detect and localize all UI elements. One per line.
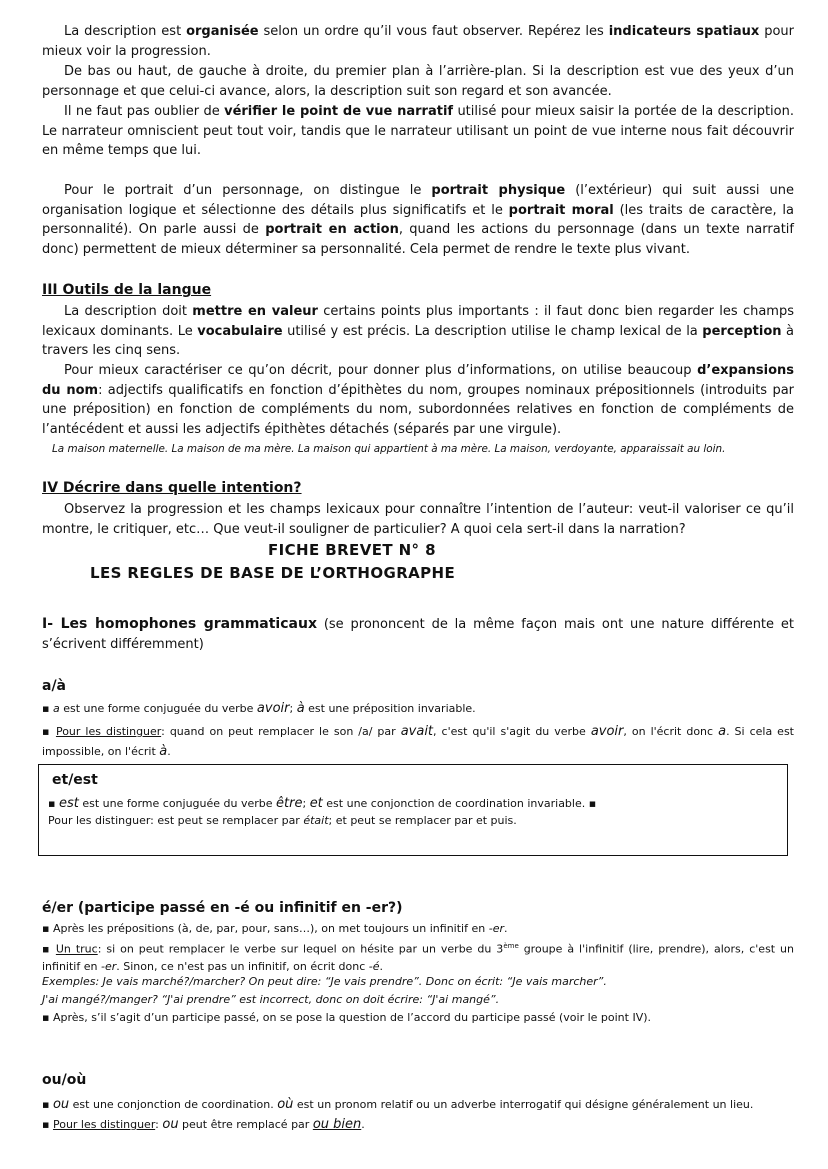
text: . [361,1118,365,1131]
er-rule-prepositions [42,920,794,937]
text: La description doit [64,304,193,319]
keyword: avoir [256,701,290,716]
text: : adjectifs qualificatifs en fonction d’épithètes du nom, groupes nominaux prépositionnels (introduits par une préposition) en fonction de compléments du nom, subordonnées relatives en fonction de compléments de l’antécédent et aussi les adjectifs épithètes détachés (séparés par une virgule). [42,382,795,437]
fiche-title: FICHE BREVET N° 8 [268,541,436,559]
text: pour mieux voir la progression. [42,24,795,59]
keyword: à [296,701,305,716]
text: Après les prépositions (à, de, par, pour, sans…), on met toujours un infinitif en [49,922,489,935]
mise-en-valeur-paragraph [42,302,794,361]
text: ; [289,702,297,715]
text: , c'est qu'il s'agit du verbe [433,725,591,738]
text: peut être remplacé par [178,1118,313,1131]
text: ; et peut se remplacer par et puis. [328,814,517,827]
ou-definition [42,1096,794,1113]
text: . [167,745,171,758]
text: : [155,1118,163,1131]
keyword: -é [368,960,380,974]
text: Pour mieux caractériser ce qu’on décrit, pour donner plus d’informations, on utilise beaucoup [64,363,698,378]
bullet: ▪ [42,942,51,956]
keyword: ou [52,1097,70,1112]
bold-term: portrait en action [265,222,399,238]
superscript: ème [503,942,519,950]
example-line: La maison maternelle. La maison de ma mère. La maison qui appartient à ma mère. La maison, verdoyante, apparaissait au loin. [52,443,726,455]
text: : si on peut remplacer le verbe sur lequel on hésite par un verbe du 3 [97,942,504,956]
text: utilisé pour mieux saisir la portée de la description. Le narrateur omniscient peut tout voir, tandis que le narrateur utilisant un point de vue interne nous fait découvrir en même temps que lui. [42,104,794,159]
text: Il ne faut pas oublier de [64,104,225,119]
text: est une forme conjuguée du verbe [59,702,257,715]
keyword: être [276,796,303,811]
et-est-text [48,795,608,829]
point-de-vue-paragraph [42,102,794,161]
bold-term: vocabulaire [197,323,283,339]
keyword: ou bien [312,1117,362,1132]
text: (l’extérieur) qui suit aussi une organisation logique et sélectionne des détails plus significatifs et le [42,183,794,218]
direction-paragraph [42,62,794,101]
underlined-label: Pour les distinguer [52,1118,156,1131]
text: est une forme conjuguée du verbe [78,797,277,810]
expansions-paragraph [42,361,794,439]
text: . [379,960,384,974]
bullet: ▪ [42,922,50,935]
section-title-homophones: I- Les homophones grammaticaux [42,616,317,632]
text: est une préposition invariable. [304,702,476,715]
keyword: -er [100,960,117,974]
section-title-outils: III Outils de la langue [42,282,212,298]
er-example-2: J'ai mangé?/manger? “J'ai prendre” est incorrect, donc on doit écrire: “J'ai mangé”. [42,993,500,1006]
text: certains points plus importants : il faut donc bien regarder les champs lexicaux dominants. Le [42,304,794,339]
text: De bas ou haut, de gauche à droite, du premier plan à l’arrière-plan. Si la description est vue des yeux d’un personnage et que celui-ci avance, alors, la description suit son regard et son avancée. [42,64,794,99]
text: Après, s’il s’agit d’un participe passé, on se pose la question de l’accord du participe passé (voir le point IV). [49,1011,652,1024]
heading-ou: ou/où [42,1072,87,1088]
keyword: a [718,724,727,739]
organisation-paragraph [42,22,794,61]
bullet: ▪ [42,1118,50,1131]
keyword: est [58,796,79,811]
text: La description est [64,24,187,39]
bullet: ▪ [42,1098,50,1111]
er-rule-accord [42,1009,794,1026]
text: ; [302,797,310,810]
text: selon un ordre qu’il vous faut observer. Repérez les [258,24,609,39]
a-distinguish [42,722,794,762]
er-rule-truc [42,938,794,975]
underlined-label: Un truc [55,942,98,956]
homophones-intro [42,615,794,654]
text: groupe à l'infinitif (lire, prendre), alors, c'est un infinitif en [42,942,795,974]
bold-term: perception [702,323,782,339]
text: est une conjonction de coordination invariable. [322,797,589,810]
keyword: a [52,702,60,715]
text: : quand on peut remplacer le son /a/ par [161,725,401,738]
bold-term: indicateurs spatiaux [608,24,760,39]
bold-term: portrait moral [508,202,614,218]
keyword: ou [162,1117,179,1132]
text: Pour le portrait d’un personnage, on distingue le [64,183,432,198]
bullet: ▪ [42,725,51,738]
underlined-label: Pour les distinguer [55,725,162,738]
text: . Sinon, ce n'est pas un infinitif, on écrit donc [116,960,369,974]
keyword: avait [400,724,434,739]
text: . [503,922,508,935]
portrait-paragraph [42,181,794,259]
fiche-subtitle: LES REGLES DE BASE DE L’ORTHOGRAPHE [90,564,456,582]
text: . Si cela est impossible, on l'écrit [42,725,794,758]
bold-term: organisée [186,24,259,39]
text: Pour les distinguer: est peut se remplacer par [48,814,304,827]
text: (se prononcent de la même façon mais ont une nature différente et s’écrivent différemment) [42,617,794,652]
bold-term: vérifier le point de vue narratif [224,104,454,119]
bullet: ▪ [588,797,597,810]
bullet: ▪ [48,797,56,810]
heading-a: a/à [42,678,67,694]
text: (les traits de caractère, la personnalité). On parle aussi de [42,202,794,238]
section-title-intention: IV Décrire dans quelle intention? [42,480,302,496]
a-definition [42,700,794,717]
intention-paragraph [42,500,794,539]
er-example-1: Exemples: Je vais marché?/marcher? On peut dire: “Je vais prendre”. Donc on écrit: “Je vais marcher”. [42,975,607,988]
text: , quand les actions du personnage (dans un texte narratif donc) permettent de mieux déterminer sa personnalité. Cela permet de rendre le texte plus vivant. [42,222,794,257]
bullet: ▪ [42,702,50,715]
keyword: avoir [590,724,624,739]
keyword: était [303,814,329,827]
bullet: ▪ [42,1011,50,1024]
keyword: où [277,1097,294,1112]
text: à travers les cinq sens. [42,323,794,359]
bold-term: mettre en valeur [192,304,318,319]
text: est un pronom relatif ou un adverbe interrogatif qui désigne généralement un lieu. [293,1098,754,1111]
heading-e-er: é/er (participe passé en -é ou infinitif en -er?) [42,900,403,916]
ou-distinguish [42,1116,794,1133]
text: , on l'écrit donc [623,725,714,738]
bold-term: portrait physique [431,183,566,198]
bold-term: d’expansions du nom [42,363,794,398]
heading-et-est: et/est [52,772,98,788]
keyword: et [309,796,323,811]
keyword: à [159,744,168,759]
text: est une conjonction de coordination. [69,1098,278,1111]
text: Observez la progression et les champs lexicaux pour connaître l’intention de l’auteur: veut-il valoriser ce qu’il montre, le critiquer, etc… Que veut-il souligner de particulier? A quoi cela sert-il dans la narration? [42,502,794,537]
keyword: -er [488,922,504,935]
text: utilisé y est précis. La description utilise le champ lexical de la [282,323,703,339]
